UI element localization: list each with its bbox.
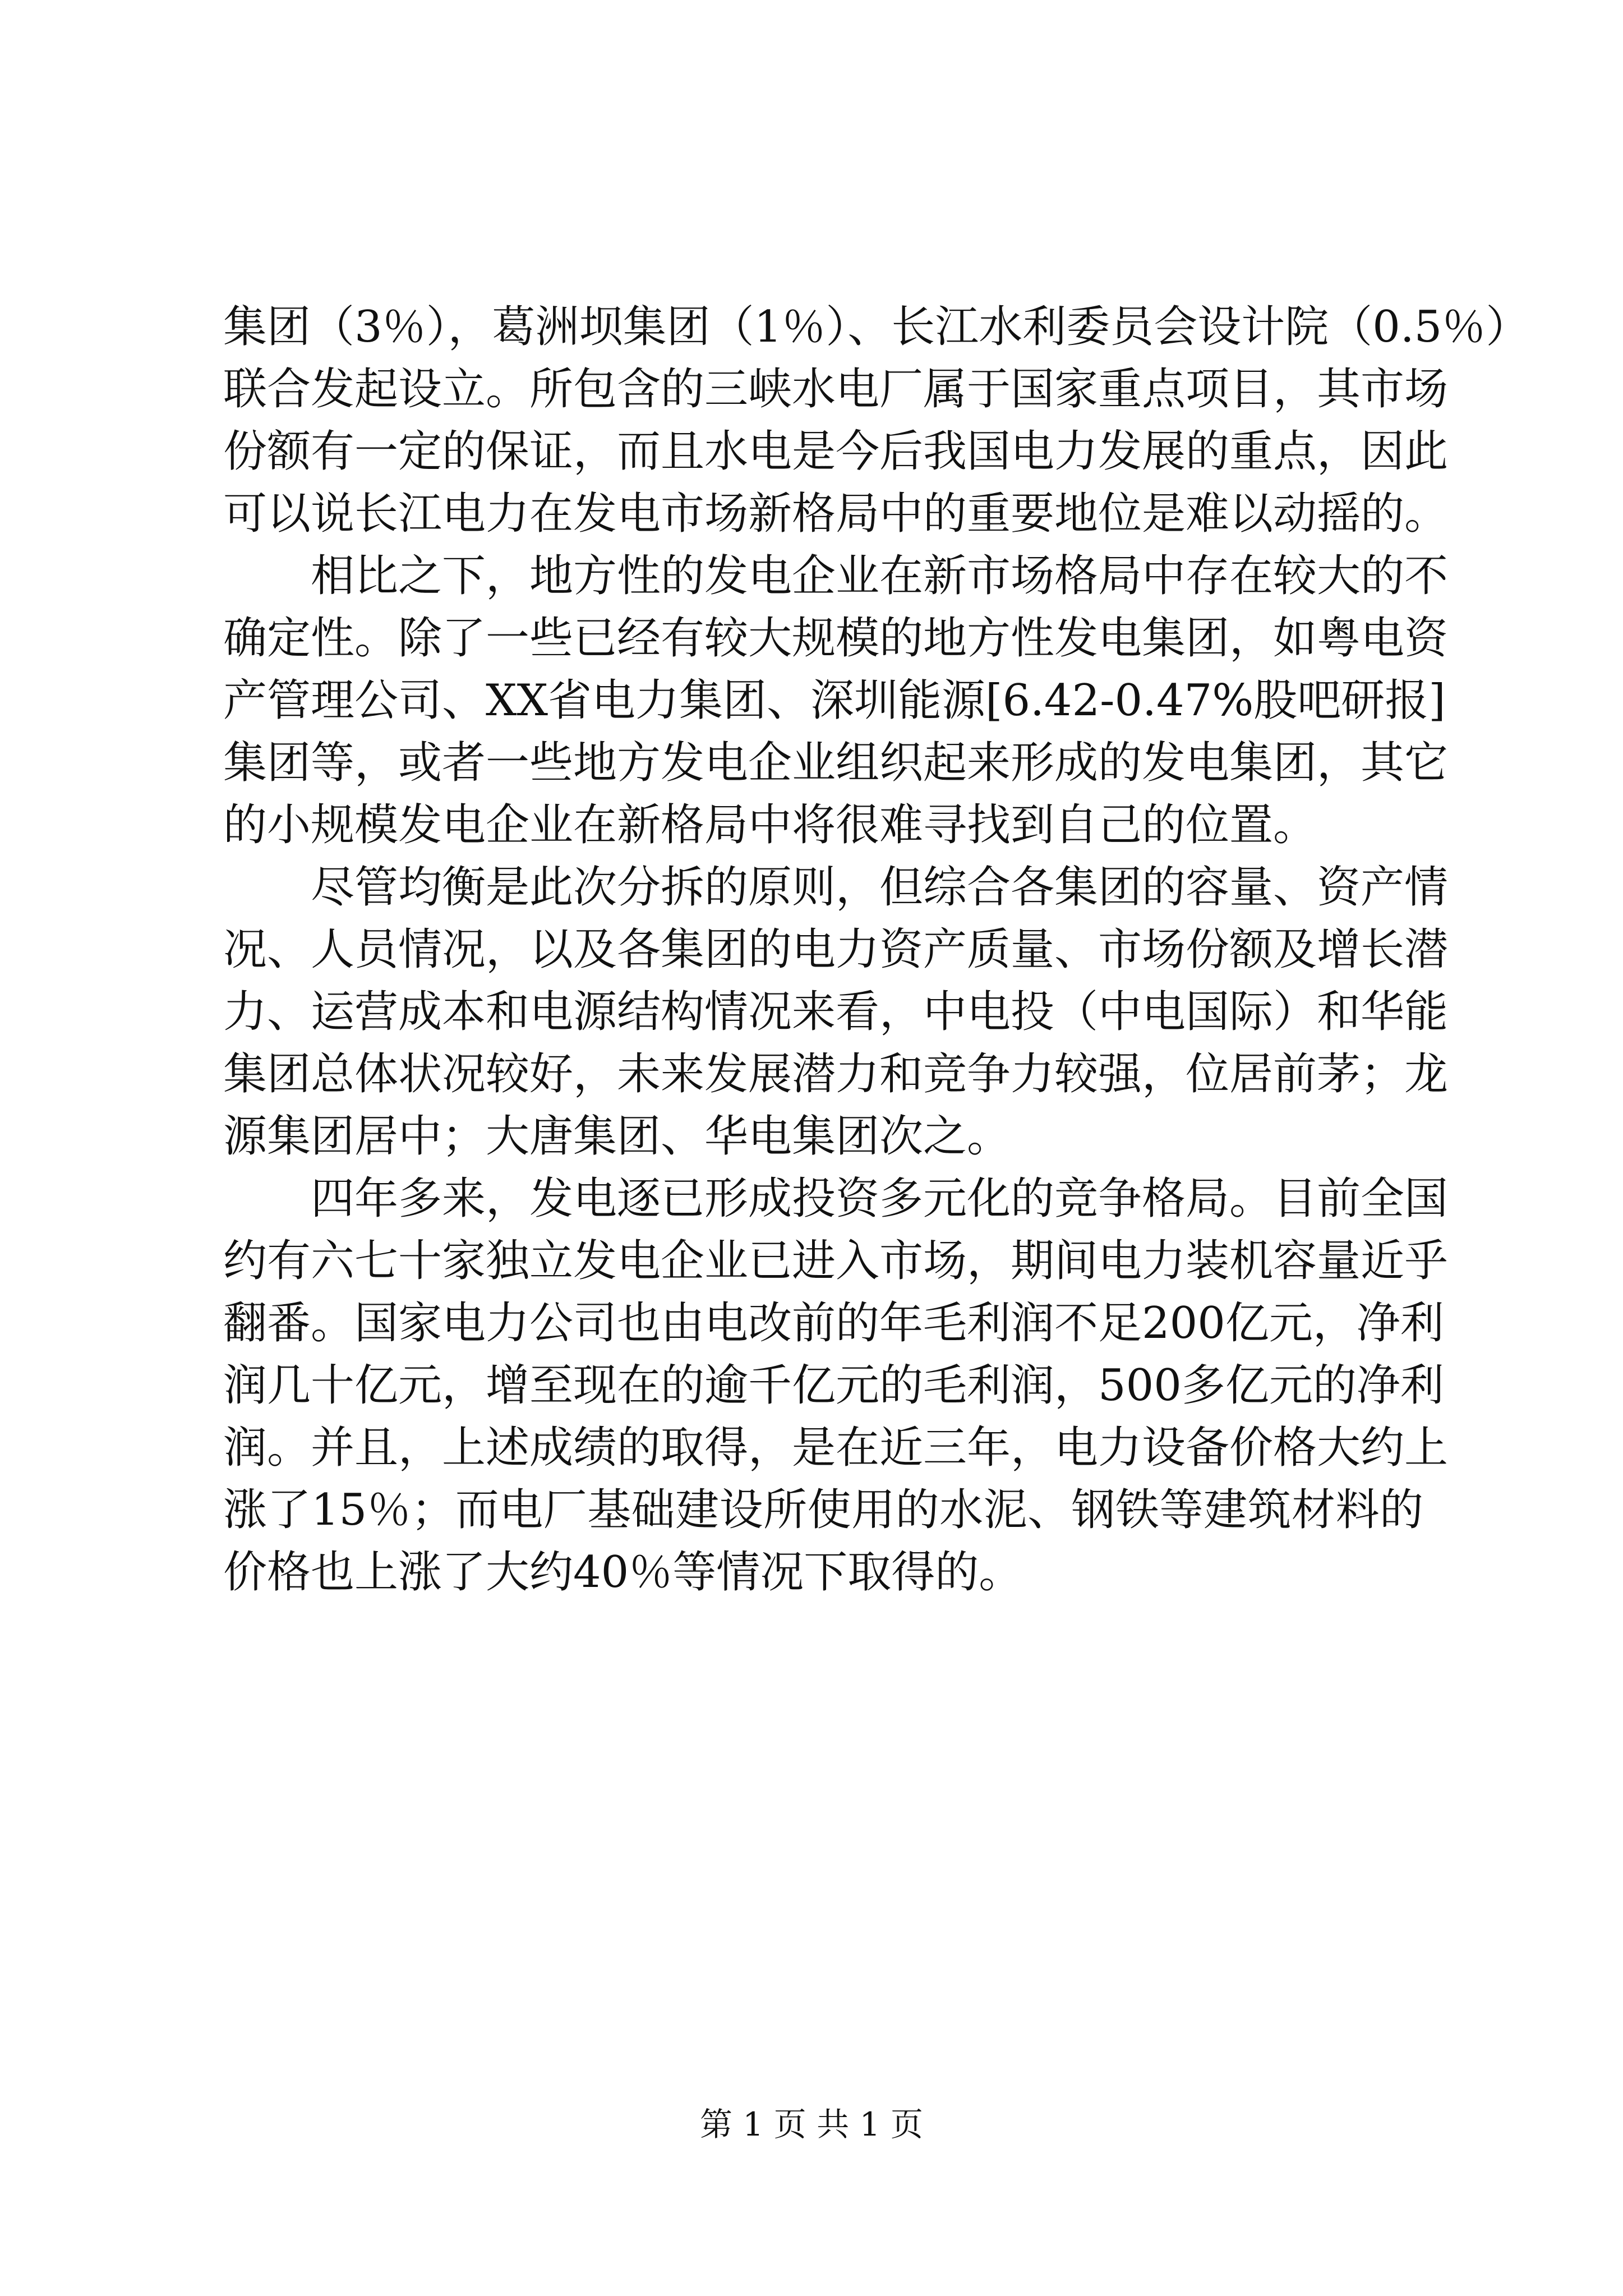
text-line: 相比之下，地方性的发电企业在新市场格局中存在较大的不 (311, 551, 1449, 601)
text-line: 份额有一定的保证，而且水电是今后我国电力发展的重点，因此 (223, 426, 1449, 477)
page-footer (0, 2098, 1623, 2145)
text-line: 尽管均衡是此次分拆的原则，但综合各集团的容量、资产情 (311, 862, 1449, 913)
text-line: 四年多来，发电逐已形成投资多元化的竞争格局。目前全国 (311, 1174, 1449, 1224)
text-line: 况、人员情况，以及各集团的电力资产质量、市场份额及增长潜 (223, 924, 1449, 975)
text-line: 约有六七十家独立发电企业已进入市场，期间电力装机容量近乎 (223, 1236, 1449, 1286)
text-line: 润几十亿元，增至现在的逾千亿元的毛利润，500多亿元的净利 (223, 1360, 1444, 1411)
text-line: 涨了15％；而电厂基础建设所使用的水泥、钢铁等建筑材料的 (223, 1485, 1423, 1535)
text-line: 可以说长江电力在发电市场新格局中的重要地位是难以动摇的。 (223, 489, 1449, 539)
text-line: 集团总体状况较好，未来发展潜力和竞争力较强，位居前茅；龙 (223, 1049, 1449, 1099)
text-line: 的小规模发电企业在新格局中将很难寻找到自己的位置。 (223, 800, 1317, 850)
text-line: 翻番。国家电力公司也由电改前的年毛利润不足200亿元，净利 (223, 1298, 1444, 1349)
document-body (223, 296, 1530, 1604)
text-line: 集团等，或者一些地方发电企业组织起来形成的发电集团，其它 (223, 738, 1449, 788)
paragraph-3 (223, 857, 1449, 1168)
page-number: 第 1 页 共 1 页 (700, 2105, 923, 2143)
paragraph-1 (223, 296, 1530, 545)
paragraph-4 (223, 1168, 1449, 1604)
paragraph-2 (223, 545, 1449, 857)
text-line: 产管理公司、XX省电力集团、深圳能源[6.42-0.47%股吧研报] (223, 675, 1446, 726)
text-line: 联合发起设立。所包含的三峡水电厂属于国家重点项目，其市场 (223, 364, 1449, 415)
text-line: 源集团居中；大唐集团、华电集团次之。 (223, 1111, 1011, 1162)
text-line: 价格也上涨了大约40％等情况下取得的。 (223, 1547, 1023, 1598)
text-line: 确定性。除了一些已经有较大规模的地方性发电集团，如粤电资 (223, 613, 1449, 664)
text-line: 润。并且，上述成绩的取得，是在近三年，电力设备价格大约上 (223, 1423, 1449, 1473)
text-line: 集团（3％），葛洲坝集团（1％）、长江水利委员会设计院（0.5％） (223, 302, 1530, 352)
text-line: 力、运营成本和电源结构情况来看，中电投（中电国际）和华能 (223, 987, 1449, 1037)
